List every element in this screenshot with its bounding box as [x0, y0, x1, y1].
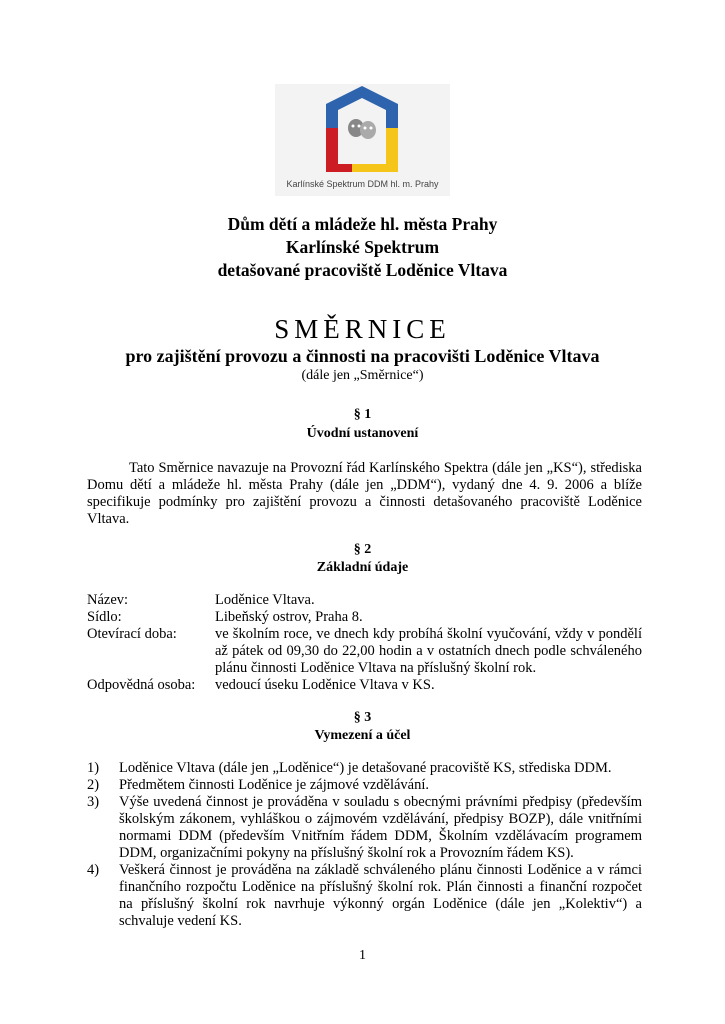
info-value: vedoucí úseku Loděnice Vltava v KS. [215, 677, 435, 693]
header-line-3: detašované pracoviště Loděnice Vltava [217, 260, 508, 280]
item-text: Veškerá činnost je prováděna na základě schváleného plánu činnosti Loděnice a v rámci finančního rozpočtu Loděnice na příslušný školní rok. Plán činnosti a finanční rozpočet na příslušný školní rok navrhuje výkonný orgán Loděnice (dále jen „Kolektiv“) a schvaluje vedení KS. [119, 862, 642, 929]
info-row-seat [87, 609, 642, 626]
section-3-number: § 3 [353, 710, 372, 725]
item-text: Loděnice Vltava (dále jen „Loděnice“) je detašované pracoviště KS, střediska DDM. [119, 760, 612, 776]
info-row-person [87, 677, 642, 694]
header-line-1: Dům dětí a mládeže hl. města Prahy [227, 214, 498, 234]
list-item [87, 794, 642, 862]
info-value: ve školním roce, ve dnech kdy probíhá školní vyučování, vždy v pondělí až pátek od 09,30 do 22,00 hodin a v ostatních dnech podle schváleného plánu činnosti Loděnice Vltava na příslušný školní rok. [215, 626, 642, 676]
section-2-heading: Základní údaje [316, 560, 409, 575]
document-title: SMĚRNICE [274, 314, 451, 344]
page-number: 1 [359, 948, 366, 963]
section-3-heading: Vymezení a účel [314, 728, 411, 743]
organization-logo [275, 84, 450, 196]
info-key: Otevírací doba: [87, 626, 177, 642]
basic-info-list [87, 592, 642, 694]
info-key: Odpovědná osoba: [87, 677, 196, 693]
info-value: Loděnice Vltava. [215, 592, 315, 608]
purpose-list [87, 760, 642, 930]
item-number: 3) [87, 794, 100, 810]
info-row-hours [87, 626, 642, 677]
list-item [87, 760, 642, 777]
section-1-number: § 1 [353, 407, 372, 422]
info-value: Libeňský ostrov, Praha 8. [215, 609, 363, 625]
header-line-2: Karlínské Spektrum [285, 237, 440, 257]
item-number: 2) [87, 777, 100, 793]
section-1-text: Tato Směrnice navazuje na Provozní řád Karlínského Spektra (dále jen „KS“), střediska Domu dětí a mládeže hl. města Prahy (dále jen „DDM“), vydaný dne 4. 9. 2006 a blíže specifikuje podmínky pro zajištění provozu a činnosti detašovaného pracoviště Loděnice Vltava. [87, 460, 642, 527]
house-logo-icon [320, 86, 405, 178]
item-text: Výše uvedená činnost je prováděna v souladu s obecnými právními předpisy (především školským zákonem, vyhláškou o zájmovém vzdělávání, předpisy BOZP), dále vnitřními normami DDM (především Vnitřním řádem DDM, Školním vzdělávacím programem DDM, organizačními pokyny na příslušný školní rok a Provozním řádem KS). [119, 794, 642, 861]
section-1-heading: Úvodní ustanovení [306, 426, 419, 441]
item-number: 4) [87, 862, 100, 878]
section-2-number: § 2 [353, 542, 372, 557]
item-number: 1) [87, 760, 100, 776]
section-1-paragraph [87, 460, 642, 528]
info-row-name [87, 592, 642, 609]
info-key: Název: [87, 592, 129, 608]
item-text: Předmětem činnosti Loděnice je zájmové vzdělávání. [119, 777, 430, 793]
list-item [87, 777, 642, 794]
subtitle-note: (dále jen „Směrnice“) [301, 368, 424, 383]
logo-caption: Karlínské Spektrum DDM hl. m. Prahy [286, 179, 439, 189]
info-key: Sídlo: [87, 609, 122, 625]
document-subtitle: pro zajištění provozu a činnosti na pracovišti Loděnice Vltava [125, 346, 600, 366]
list-item [87, 862, 642, 930]
